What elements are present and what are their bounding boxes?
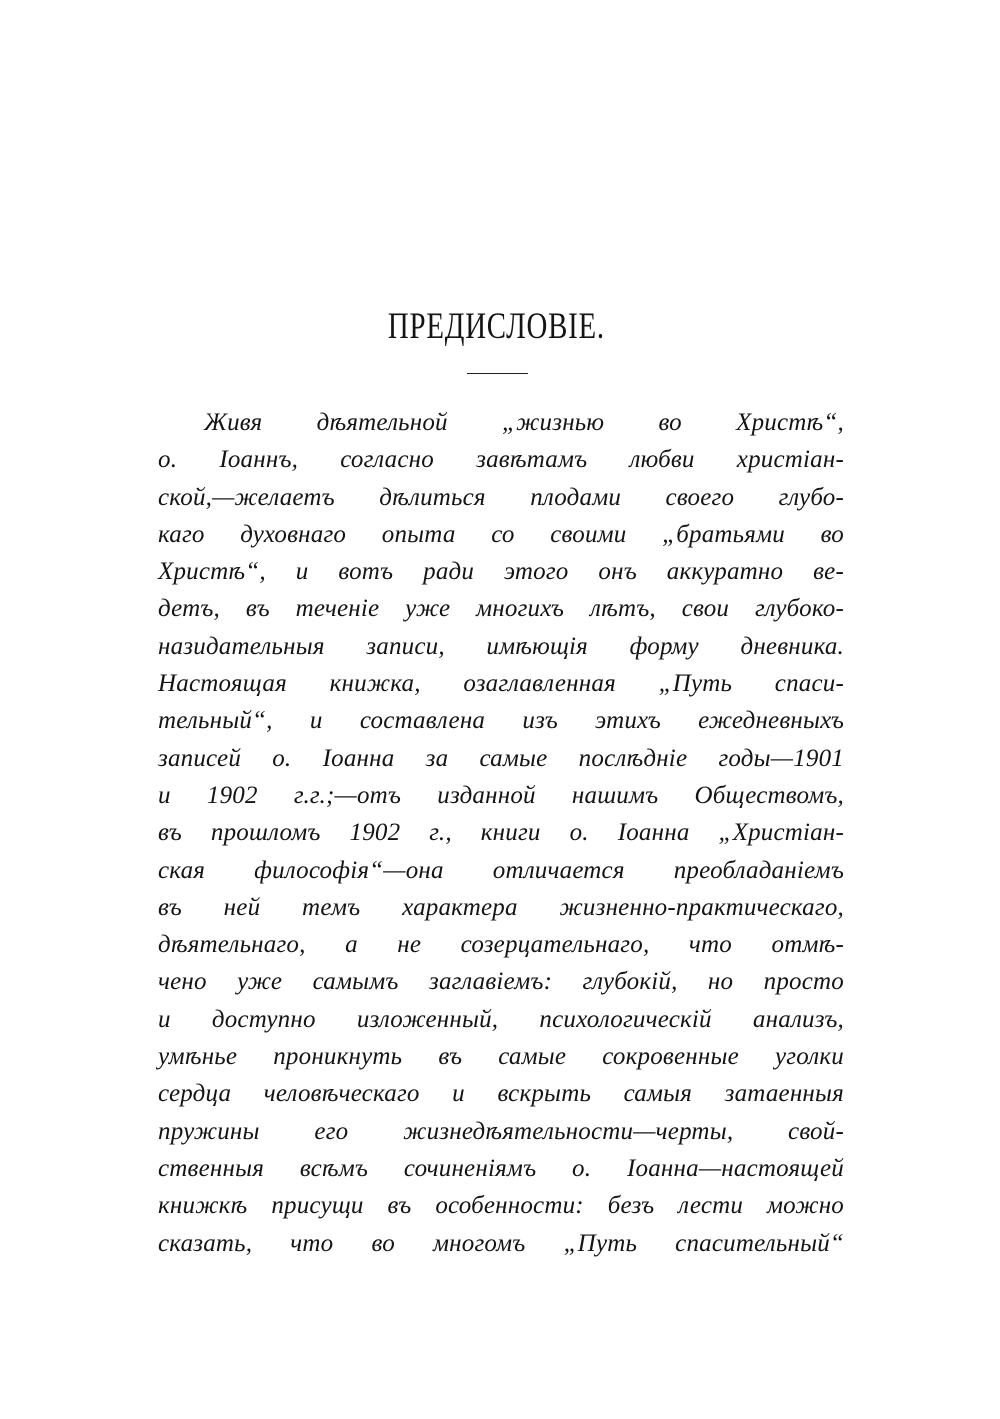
text-line: чено уже самымъ заглавіемъ: глубокій, но просто — [158, 968, 844, 996]
text-line: тельный“, и составлена изъ этихъ ежедневныхъ — [158, 707, 844, 735]
text-line: пружины его жизнедѣятельности—черты, свой- — [158, 1117, 844, 1145]
text-line: ской,—желаетъ дѣлиться плодами своего глубо- — [158, 483, 844, 511]
text-line: записей о. Іоанна за самые послѣдніе годы—1901 — [158, 744, 844, 772]
text-line: назидательныя записи, имѣющія форму дневника. — [158, 632, 844, 660]
text-line: книжкѣ присущи въ особенности: безъ лести можно — [158, 1192, 844, 1220]
text-line: умѣнье проникнуть въ самые сокровенные уголки — [158, 1043, 844, 1071]
title-divider — [467, 373, 528, 374]
text-line: дѣятельнаго, а не созерцательнаго, что отмѣ- — [158, 931, 844, 959]
text-line: сердца человѣческаго и вскрыть самыя затаенныя — [158, 1080, 844, 1108]
text-line: о. Іоаннъ, согласно завѣтамъ любви христіан- — [158, 446, 844, 474]
text-line: сказать, что во многомъ „Путь спасительный“ — [158, 1229, 844, 1257]
text-line: въ прошломъ 1902 г., книги о. Іоанна „Христіан- — [158, 819, 844, 847]
text-line: Христѣ“, и вотъ ради этого онъ аккуратно ве- — [158, 558, 844, 586]
text-line: детъ, въ теченіе уже многихъ лѣтъ, свои глубоко- — [158, 595, 844, 623]
text-line: и 1902 г.г.;—отъ изданной нашимъ Обществомъ, — [158, 781, 844, 809]
page-title: ПРЕДИСЛОВІЕ. — [387, 306, 605, 347]
text-line: каго духовнаго опыта со своими „братьями во — [158, 520, 844, 548]
text-line: Живя дѣятельной „жизнью во Христѣ“, — [204, 409, 844, 436]
preface-text — [158, 404, 844, 1262]
text-line: ственныя всѣмъ сочиненіямъ о. Іоанна—настоящей — [158, 1154, 844, 1182]
text-line: Настоящая книжка, озаглавленная „Путь спаси- — [158, 670, 844, 698]
text-line: ская философія“—она отличается преобладаніемъ — [158, 856, 844, 884]
text-line: въ ней темъ характера жизненно-практическаго, — [158, 893, 844, 921]
text-line: и доступно изложенный, психологическій анализъ, — [158, 1005, 844, 1033]
